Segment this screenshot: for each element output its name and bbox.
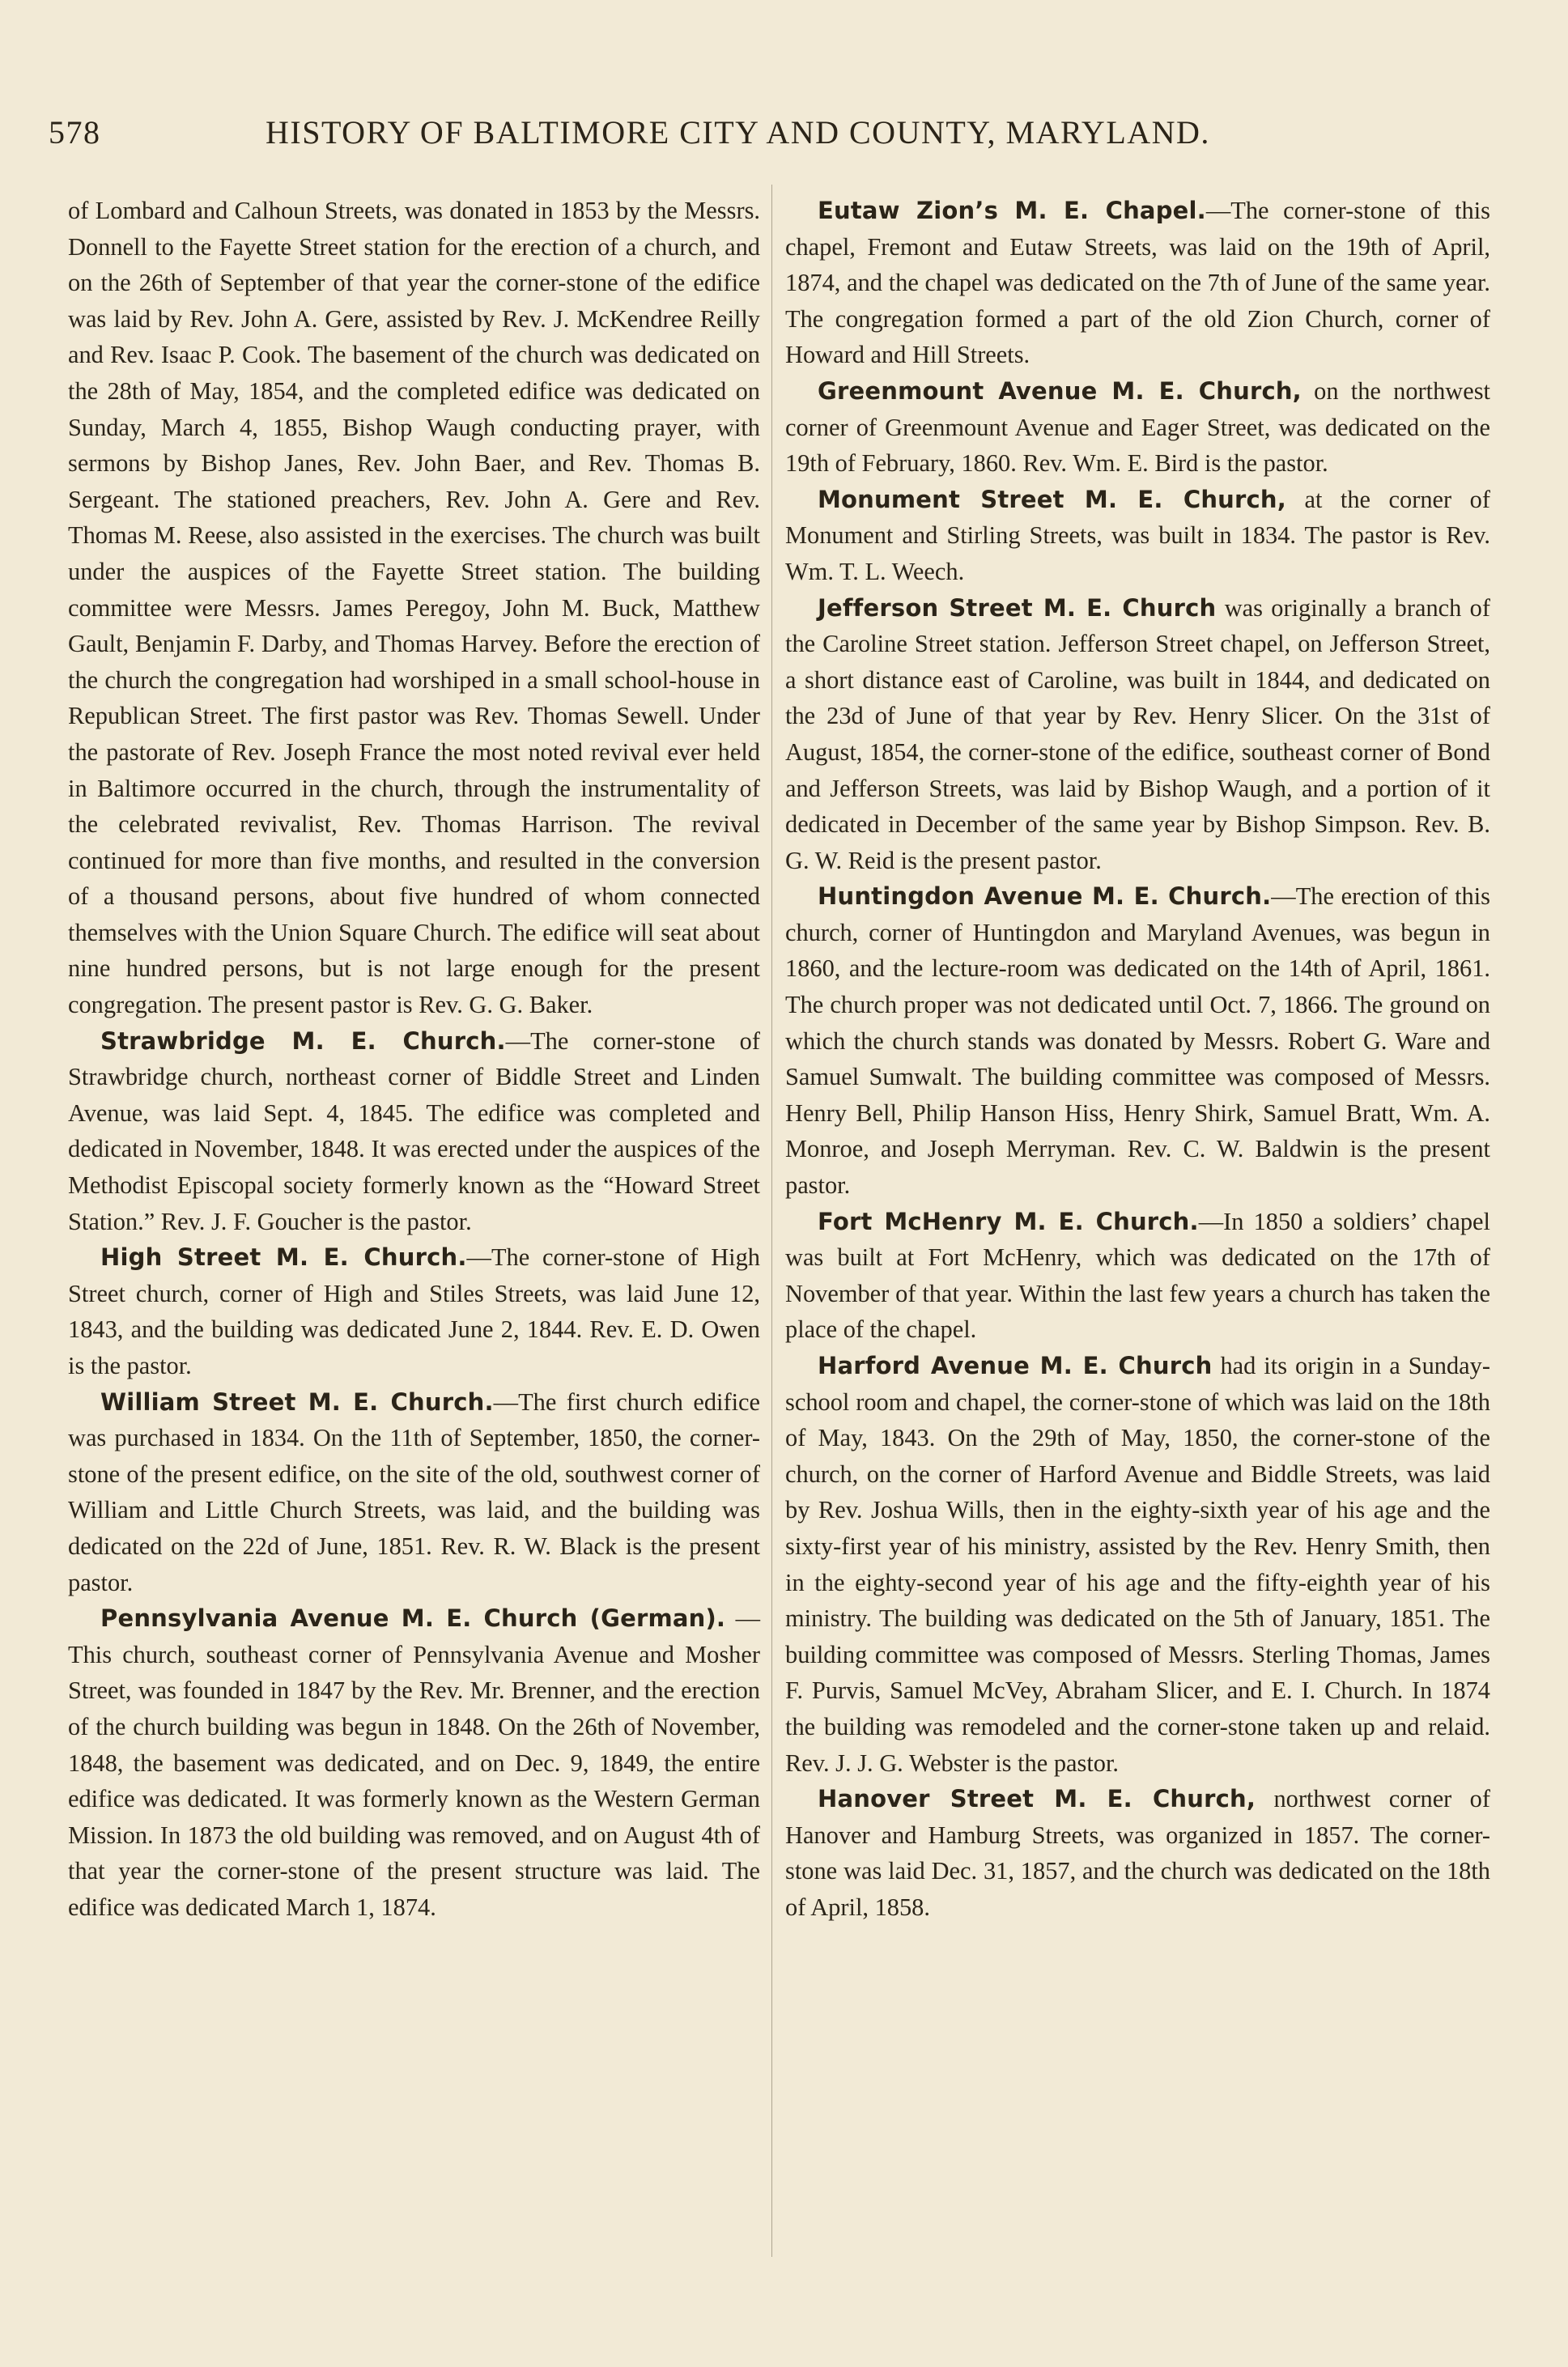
continued-paragraph <box>68 193 760 1023</box>
entry-text: —The corner-stone of Strawbridge church, northeast corner of Biddle Street and Linden Avenue, was laid Sept. 4, 1845. The edifice was completed and dedicated in November, 1848. It was erected under the auspices of the Methodist Episcopal society formerly known as the “Howard Street Station.” Rev. J. F. Goucher is the pastor. <box>68 1026 760 1235</box>
paragraph-text: of Lombard and Calhoun Streets, was donated in 1853 by the Messrs. Donnell to the Fayette Street station for the erection of a church, and on the 26th of September of that year the corner-stone of the edifice was laid by Rev. John A. Gere, assisted by Rev. J. McKendree Reilly and Rev. Isaac P. Cook. The basement of the church was dedicated on the 28th of May, 1854, and the completed edifice was dedicated on Sunday, March 4, 1855, Bishop Waugh conducting prayer, with sermons by Bishop Janes, Rev. John Baer, and Rev. Thomas B. Sergeant. The stationed preachers, Rev. John A. Gere and Rev. Thomas M. Reese, also assisted in the exercises. The church was built under the auspices of the Fayette Street station. The building committee were Messrs. James Peregoy, John M. Buck, Matthew Gault, Benjamin F. Darby, and Thomas Harvey. Before the erection of the church the congregation had worshiped in a small school-house in Republican Street. The first pastor was Rev. Thomas Sewell. Under the pastorate of Rev. Joseph France the most noted revival ever held in Baltimore occurred in the church, through the instrumentality of the celebrated revivalist, Rev. Thomas Harrison. The revival continued for more than five months, and resulted in the conversion of a thousand persons, about five hundred of whom connected themselves with the Union Square Church. The edifice will seat about nine hundred persons, but is not large enough for the present congregation. The present pastor is Rev. G. G. Baker. <box>68 197 760 1019</box>
entry-heading: Fort McHenry M. E. Church. <box>818 1207 1199 1235</box>
entry-pennsylvania-avenue <box>68 1600 760 1925</box>
entry-heading: Monument Street M. E. Church, <box>818 485 1286 513</box>
entry-heading: Strawbridge M. E. Church. <box>100 1026 506 1055</box>
entry-fort-mchenry <box>785 1204 1490 1348</box>
entry-heading: Harford Avenue M. E. Church <box>818 1352 1213 1379</box>
left-column <box>68 193 760 1926</box>
entry-text: —The corner-stone of High Street church, corner of High and Stiles Streets, was laid June 12, 1843, and the building was dedicated June 2, 1844. Rev. E. D. Owen is the pastor. <box>68 1243 760 1379</box>
entry-eutaw-zion <box>785 193 1490 373</box>
entry-text: had its origin in a Sunday-school room and chapel, the corner-stone of which was laid on the 18th of May, 1843. On the 29th of May, 1850, the corner-stone of the church, on the corner of Harford Avenue and Biddle Streets, was laid by Rev. Joshua Wills, then in the eighty-sixth year of his age and the sixty-first year of his ministry, assisted by the Rev. Henry Smith, then in the eighty-second year of his age and the fifty-eighth year of his ministry. The building was dedicated on the 5th of January, 1851. The building committee was composed of Messrs. Sterling Thomas, James F. Purvis, Samuel McVey, Abraham Slicer, and E. I. Church. In 1874 the building was remodeled and the corner-stone taken up and relaid. Rev. J. J. G. Webster is the pastor. <box>785 1352 1490 1777</box>
entry-text: on the northwest corner of Greenmount Avenue and Eager Street, was dedicated on the 19th of February, 1860. Rev. Wm. E. Bird is the pastor. <box>785 376 1490 478</box>
entry-text: at the corner of Monument and Stirling Streets, was built in 1834. The pastor is Rev. Wm. T. L. Weech. <box>785 485 1490 585</box>
entry-huntingdon-avenue <box>785 878 1490 1203</box>
entry-heading: Greenmount Avenue M. E. Church, <box>818 376 1302 405</box>
entry-greenmount-avenue <box>785 373 1490 482</box>
entry-heading: Pennsylvania Avenue M. E. Church (German). <box>100 1604 726 1633</box>
entry-monument-street <box>785 482 1490 590</box>
entry-heading: Hanover Street M. E. Church, <box>818 1785 1256 1813</box>
page-header <box>49 113 1473 162</box>
running-title: HISTORY OF BALTIMORE CITY AND COUNTY, MARYLAND. <box>266 114 1210 151</box>
entry-heading: High Street M. E. Church. <box>100 1243 467 1272</box>
entry-text: was originally a branch of the Caroline Street station. Jefferson Street chapel, on Jefferson Street, a short distance east of Caroline, was built in 1844, and dedicated on the 23d of June of that year by Rev. Henry Slicer. On the 31st of August, 1854, the corner-stone of the edifice, southeast corner of Bond and Jefferson Streets, was laid by Bishop Waugh, and a portion of it dedicated in December of the same year by Bishop Simpson. Rev. B. G. W. Reid is the present pastor. <box>785 593 1490 874</box>
right-column <box>785 193 1490 1926</box>
entry-heading: Eutaw Zion’s M. E. Chapel. <box>818 197 1206 224</box>
entry-text: —The erection of this church, corner of Huntingdon and Maryland Avenues, was begun in 1860, and the lecture-room was dedicated on the 14th of April, 1861. The church proper was not dedicated until Oct. 7, 1866. The ground on which the church stands was donated by Messrs. Robert G. Ware and Samuel Sumwalt. The building committee was composed of Messrs. Henry Bell, Philip Hanson Hiss, Henry Shirk, Samuel Bratt, Wm. A. Monroe, and Joseph Merryman. Rev. C. W. Baldwin is the present pastor. <box>785 882 1490 1200</box>
entry-text: northwest corner of Hanover and Hamburg Streets, was organized in 1857. The corner-stone was laid Dec. 31, 1857, and the church was dedicated on the 18th of April, 1858. <box>785 1785 1490 1921</box>
entry-text: —The corner-stone of this chapel, Fremont and Eutaw Streets, was laid on the 19th of April, 1874, and the chapel was dedicated on the 7th of June of the same year. The congregation formed a part of the old Zion Church, corner of Howard and Hill Streets. <box>785 197 1490 369</box>
entry-harford-avenue <box>785 1348 1490 1781</box>
entry-heading: Huntingdon Avenue M. E. Church. <box>818 882 1272 911</box>
column-divider <box>771 185 772 2257</box>
entry-heading: William Street M. E. Church. <box>100 1387 494 1416</box>
entry-text: —In 1850 a soldiers’ chapel was built at Fort McHenry, which was dedicated on the 17th of November of that year. Within the last few years a church has taken the place of the chapel. <box>785 1207 1490 1344</box>
entry-heading: Jefferson Street M. E. Church <box>818 593 1217 622</box>
page-number: 578 <box>49 114 101 151</box>
entry-high-street <box>68 1239 760 1383</box>
entry-text: —The first church edifice was purchased in 1834. On the 11th of September, 1850, the corner-stone of the present edifice, on the site of the old, southwest corner of William and Little Church Streets, was laid, and the building was dedicated on the 22d of June, 1851. Rev. R. W. Black is the present pastor. <box>68 1387 761 1596</box>
entry-jefferson-street <box>785 590 1490 879</box>
entry-strawbridge <box>68 1023 760 1240</box>
entry-hanover-street <box>785 1781 1490 1925</box>
entry-text: —This church, southeast corner of Pennsylvania Avenue and Mosher Street, was founded in 1847 by the Rev. Mr. Brenner, and the erection of the church building was begun in 1848. On the 26th of November, 1848, the basement was dedicated, and on Dec. 9, 1849, the entire edifice was dedicated. It was formerly known as the Western German Mission. In 1873 the old building was removed, and on August 4th of that year the corner-stone of the present structure was laid. The edifice was dedicated March 1, 1874. <box>68 1604 760 1921</box>
entry-william-street <box>68 1384 760 1601</box>
